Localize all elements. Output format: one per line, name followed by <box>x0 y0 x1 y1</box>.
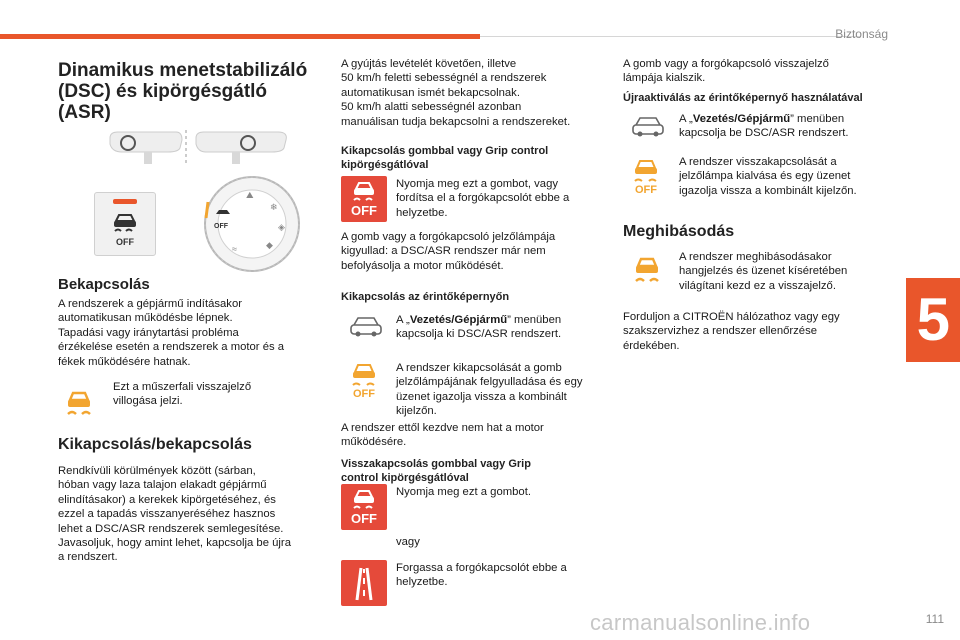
svg-text:⛰: ⛰ <box>246 190 254 200</box>
touch-off-after: A rendszer ettől kezdve nem hat a motor működésére. <box>341 422 544 449</box>
col3-intro: A gomb vagy a forgókapcsoló visszajelző lámpája kialszik. <box>623 58 829 85</box>
fault-heading: Meghibásodás <box>623 223 735 240</box>
button-off-text: Nyomja meg ezt a gombot, vagy fordítsa el a forgókapcsolót ebbe a helyzetbe. <box>396 178 570 219</box>
touch-on-lamp-text: A rendszer visszakapcsolását a jelzőlámpa kialvása és egy üzenet igazolja vissza a kombinált kijelzőn. <box>679 156 857 197</box>
button-on-heading: Visszakapcsolás gombbal vagy Grip control kipörgésgátlóval <box>341 458 531 484</box>
dsc-off-icon: OFF <box>341 176 387 222</box>
rotate-text: Forgassa a forgókapcsolót ebbe a helyzetbe. <box>396 562 567 589</box>
car-outline-icon <box>348 314 384 340</box>
watermark: carmanualsonline.info <box>590 610 811 635</box>
kikapcsolas-bekapcsolas-heading: Kikapcsolás/bekapcsolás <box>58 436 252 453</box>
svg-text:❄: ❄ <box>270 202 278 212</box>
car-outline-icon-2 <box>630 114 666 140</box>
main-title: Dinamikus menetstabilizáló (DSC) és kipörgésgátló (ASR) <box>58 60 308 123</box>
touch-off-heading: Kikapcsolás az érintőképernyőn <box>341 291 510 303</box>
section-label: Biztonság <box>835 27 888 41</box>
button-off-after: A gomb vagy a forgókapcsoló jelzőlámpája kigyullad: a DSC/ASR rendszer már nem befolyásolja a motor működését. <box>341 231 556 272</box>
button-on-text: Nyomja meg ezt a gombot. <box>396 486 531 498</box>
bekapcsolas-text: A rendszerek a gépjármű indításakor automatikusan működésbe lépnek. Tapadási vagy iránytartási probléma érzékelése esetén a rendszerek a motor és a fékek működésére hatnak. <box>58 298 285 368</box>
road-icon <box>341 560 387 606</box>
touch-on-text: A „Vezetés/Gépjármű” menüben kapcsolja be DSC/ASR rendszert. <box>679 113 849 140</box>
bekapcsolas-heading: Bekapcsolás <box>58 276 150 293</box>
top-divider-line <box>480 36 860 37</box>
svg-text:◆: ◆ <box>266 240 273 250</box>
dsc-off-orange-icon-2: OFF <box>630 158 662 198</box>
fault-text: A rendszer meghibásodásakor hangjelzés és üzenet kíséretében világítani kezd ez a visszajelző. <box>679 251 848 292</box>
skid-car-icon <box>111 211 139 235</box>
chapter-number: 5 <box>916 286 950 353</box>
skid-warning-icon <box>62 388 96 418</box>
touch-off-text: A „Vezetés/Gépjármű” menüben kapcsolja ki DSC/ASR rendszert. <box>396 314 562 341</box>
blink-text: Ezt a műszerfali visszajelző villogása jelzi. <box>113 381 252 408</box>
dsc-off-button-illustration: OFF <box>94 192 156 256</box>
or-text: vagy <box>396 536 420 548</box>
svg-text:◈: ◈ <box>278 222 285 232</box>
svg-text:≈: ≈ <box>232 244 237 254</box>
kikapcsolas-bekapcsolas-text: Rendkívüli körülmények között (sárban, hóban vagy laza talajon elakadt gépjármű elindításakor) a kerekek kipörgetéséhez, és ezzel a tapadás visszanyeréséhez hasznos lehet a DSC/ASR rendszerek semlegesítése. Javasoljuk, hogy amint lehet, kapcsolja be újra a rendszert. <box>58 465 291 564</box>
skid-warning-icon-2 <box>630 254 664 286</box>
dsc-off-icon-2: OFF <box>341 484 387 530</box>
grip-control-dial <box>200 174 304 274</box>
page-number: 111 <box>925 612 944 626</box>
dsc-off-orange-icon: OFF <box>348 362 380 402</box>
touch-on-heading: Újraaktiválás az érintőképernyő használatával <box>623 92 863 104</box>
col2-intro: A gyújtás levételét követően, illetve 50 km/h feletti sebességnél a rendszerek automatikusan ismét bekapcsolnak. 50 km/h alatti sebességnél azonban manuálisan tudja bekapcsolni a rendszereket. <box>341 58 571 128</box>
mirror-illustration <box>108 128 298 168</box>
contact-text: Forduljon a CITROËN hálózathoz vagy egy szakszervizhez a rendszer ellenőrzése érdekében. <box>623 311 840 352</box>
top-accent-bar <box>0 34 480 39</box>
touch-off-lamp-text: A rendszer kikapcsolását a gomb jelzőlámpájának felgyulladása és egy üzenet igazolja vissza a kombinált kijelzőn. <box>396 362 583 418</box>
svg-text:OFF: OFF <box>214 223 228 230</box>
button-off-heading: Kikapcsolás gombbal vagy Grip control kipörgésgátlóval <box>341 145 549 171</box>
